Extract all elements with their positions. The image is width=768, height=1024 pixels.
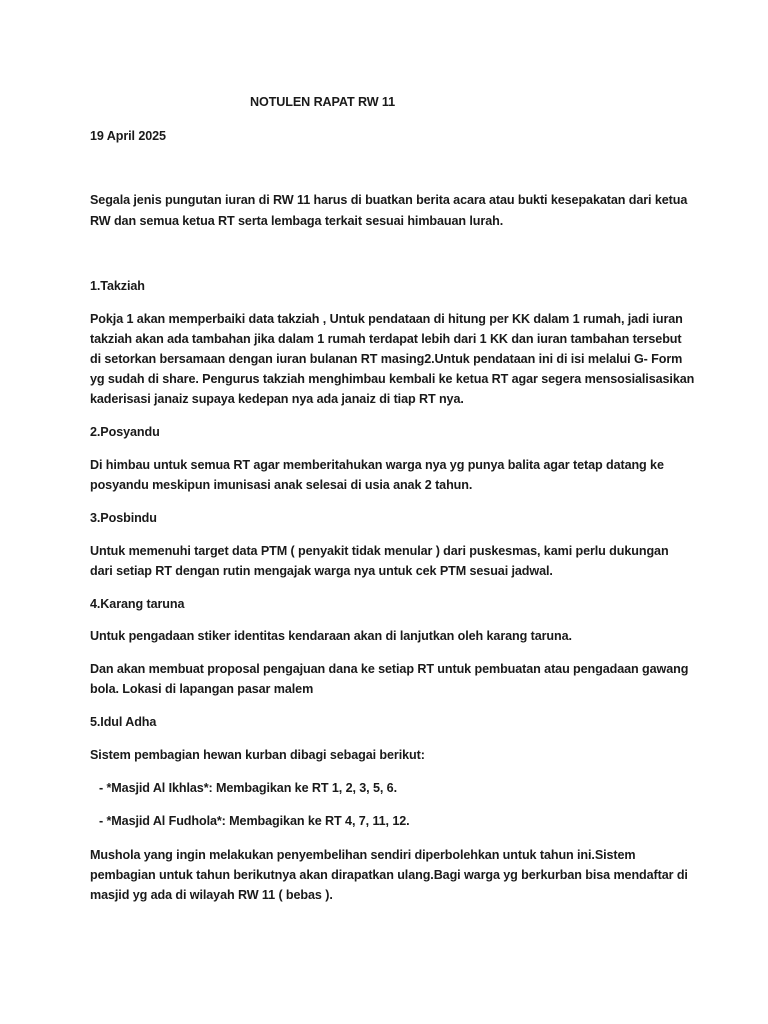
karang-taruna-line: bola. Lokasi di lapangan pasar malem — [90, 682, 314, 696]
posbindu-line: dari setiap RT dengan rutin mengajak warga nya untuk cek PTM sesuai jadwal. — [90, 564, 553, 578]
idul-adha-closing-line: Mushola yang ingin melakukan penyembelihan sendiri diperbolehkan untuk tahun ini.Sistem — [90, 848, 636, 862]
takziah-line: takziah akan ada tambahan jika dalam 1 rumah terdapat lebih dari 1 KK dan iuran tambahan tersebut — [90, 332, 682, 346]
posyandu-line: posyandu meskipun imunisasi anak selesai di usia anak 2 tahun. — [90, 478, 473, 492]
posbindu-line: Untuk memenuhi target data PTM ( penyakit tidak menular ) dari puskesmas, kami perlu dukungan — [90, 544, 669, 558]
takziah-line: Pokja 1 akan memperbaiki data takziah , Untuk pendataan di hitung per KK dalam 1 rumah, jadi iuran — [90, 312, 683, 326]
karang-taruna-paragraph: Untuk pengadaan stiker identitas kendaraan akan di lanjutkan oleh karang taruna. — [90, 629, 572, 643]
document-title: NOTULEN RAPAT RW 11 — [250, 95, 396, 109]
idul-adha-closing-line: masjid yg ada di wilayah RW 11 ( bebas ). — [90, 888, 333, 902]
document-date: 19 April 2025 — [90, 129, 166, 143]
takziah-line: di setorkan bersamaan dengan iuran bulanan RT masing2.Untuk pendataan ini di isi melalui G- Form — [90, 352, 683, 366]
section-heading-takziah: 1.Takziah — [90, 279, 145, 293]
takziah-line: kaderisasi janaiz supaya kedepan nya ada janaiz di tiap RT nya. — [90, 392, 464, 406]
intro-line: RW dan semua ketua RT serta lembaga terkait sesuai himbauan lurah. — [90, 214, 504, 228]
section-heading-idul-adha: 5.Idul Adha — [90, 715, 157, 729]
idul-adha-closing-line: pembagian untuk tahun berikutnya akan dirapatkan ulang.Bagi warga yg berkurban bisa mendaftar di — [90, 868, 688, 882]
idul-adha-bullet: - *Masjid Al Fudhola*: Membagikan ke RT 4, 7, 11, 12. — [99, 814, 410, 828]
karang-taruna-line: Dan akan membuat proposal pengajuan dana ke setiap RT untuk pembuatan atau pengadaan gawang — [90, 662, 689, 676]
section-heading-posbindu: 3.Posbindu — [90, 511, 157, 525]
intro-line: Segala jenis pungutan iuran di RW 11 harus di buatkan berita acara atau bukti kesepakatan dari ketua — [90, 193, 688, 207]
section-heading-karang-taruna: 4.Karang taruna — [90, 597, 185, 611]
posyandu-line: Di himbau untuk semua RT agar memberitahukan warga nya yg punya balita agar tetap datang ke — [90, 458, 664, 472]
idul-adha-intro: Sistem pembagian hewan kurban dibagi sebagai berikut: — [90, 748, 425, 762]
idul-adha-bullet: - *Masjid Al Ikhlas*: Membagikan ke RT 1, 2, 3, 5, 6. — [99, 781, 397, 795]
section-heading-posyandu: 2.Posyandu — [90, 425, 160, 439]
takziah-line: yg sudah di share. Pengurus takziah menghimbau kembali ke ketua RT agar segera mensosialisasikan — [90, 372, 695, 386]
